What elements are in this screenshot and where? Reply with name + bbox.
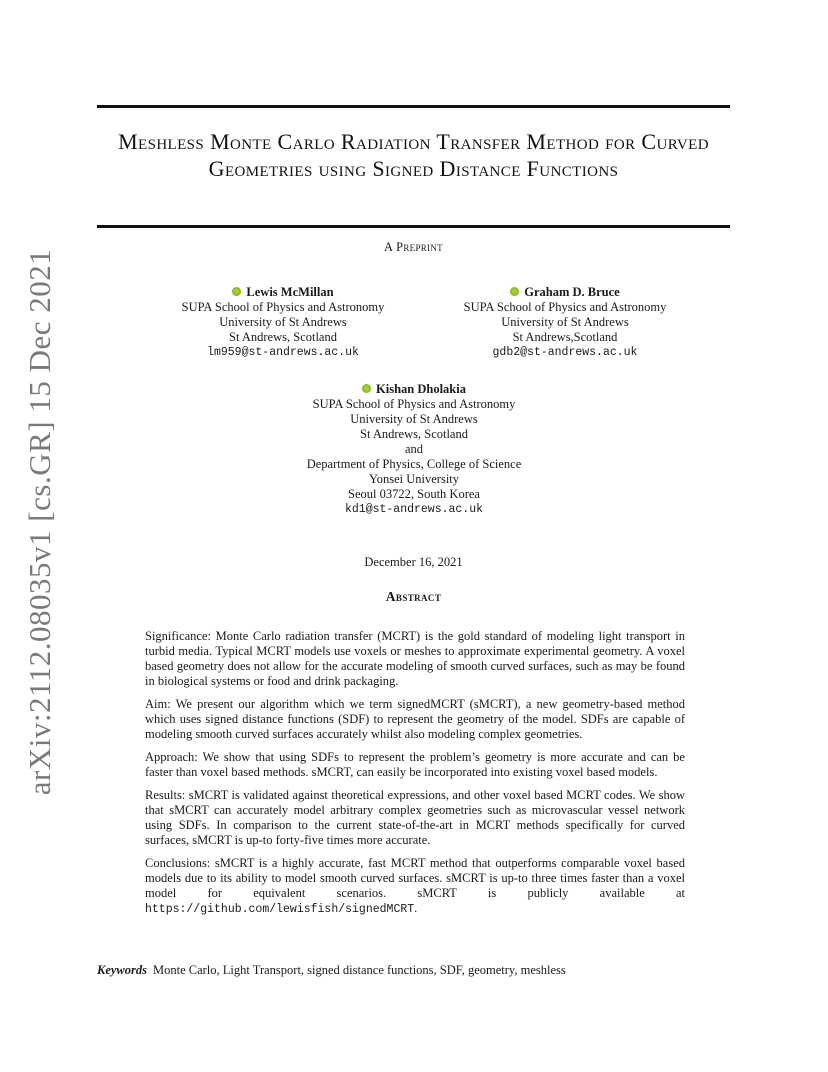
abstract-significance: Significance: Monte Carlo radiation transfer (MCRT) is the gold standard of modeling light transport in turbid media. Typical MCRT models use voxels or meshes to approximate experimental geometry. A voxel based geometry does not allow for the accurate modeling of smooth curved surfaces, such as may be found in biological systems or food and drink packaging. bbox=[145, 629, 685, 688]
author-block bbox=[270, 382, 558, 517]
author-email[interactable]: lm959@st-andrews.ac.uk bbox=[207, 346, 359, 359]
preprint-label: A Preprint bbox=[384, 240, 443, 254]
author-block bbox=[138, 285, 428, 360]
keywords bbox=[97, 963, 730, 978]
repository-link[interactable]: https://github.com/lewisfish/signedMCRT bbox=[145, 903, 415, 916]
orcid-icon[interactable] bbox=[510, 287, 519, 296]
affiliation-line: and bbox=[404, 442, 424, 456]
title-rule-bottom bbox=[97, 225, 730, 228]
affiliation-line: St Andrews, Scotland bbox=[229, 330, 337, 344]
affiliation-line: SUPA School of Physics and Astronomy bbox=[463, 300, 667, 314]
paper-title: Meshless Monte Carlo Radiation Transfer Method for Curved Geometries using Signed Distance Functions bbox=[118, 129, 709, 181]
arxiv-stamp bbox=[20, 248, 60, 796]
author-name: Kishan Dholakia bbox=[270, 382, 558, 397]
affiliation-line: SUPA School of Physics and Astronomy bbox=[312, 397, 516, 411]
author-block bbox=[415, 285, 715, 360]
abstract-approach: Approach: We show that using SDFs to represent the problem’s geometry is more accurate and can be faster than voxel based methods. sMCRT, can easily be incorporated into existing voxel based models. bbox=[145, 750, 685, 779]
paper-date: December 16, 2021 bbox=[364, 555, 463, 569]
keywords-list: Monte Carlo, Light Transport, signed distance functions, SDF, geometry, meshless bbox=[153, 963, 566, 977]
affiliation-line: Yonsei University bbox=[368, 472, 460, 486]
keywords-label: Keywords bbox=[97, 963, 147, 977]
affiliation-line: St Andrews,Scotland bbox=[512, 330, 618, 344]
abstract-aim: Aim: We present our algorithm which we term signedMCRT (sMCRT), a new geometry-based method which uses signed distance functions (SDF) to represent the geometry of the model. SDFs are capable of modeling smooth curved surfaces accurately whilst also modeling complex geometries. bbox=[145, 697, 685, 741]
affiliation-line: University of St Andrews bbox=[219, 315, 347, 329]
author-email[interactable]: gdb2@st-andrews.ac.uk bbox=[492, 346, 638, 359]
abstract-results: Results: sMCRT is validated against theoretical expressions, and other voxel based MCRT codes. We show that sMCRT can accurately model arbitrary complex geometries such as microvascular vessel network using SDFs. In comparison to the current state-of-the-art in MCRT methods specifically for curved surfaces, sMCRT is up-to forty-five times more accurate. bbox=[145, 788, 685, 847]
affiliation-line: University of St Andrews bbox=[350, 412, 478, 426]
orcid-icon[interactable] bbox=[362, 384, 371, 393]
affiliation-line: SUPA School of Physics and Astronomy bbox=[181, 300, 385, 314]
arxiv-identifier: arXiv:2112.08035v1 [cs.GR] 15 Dec 2021 bbox=[22, 248, 58, 796]
abstract-heading: Abstract bbox=[385, 589, 442, 604]
abstract-body bbox=[145, 629, 685, 925]
affiliation-line: Department of Physics, College of Science bbox=[306, 457, 522, 471]
orcid-icon[interactable] bbox=[232, 287, 241, 296]
author-name: Graham D. Bruce bbox=[415, 285, 715, 300]
abstract-conclusions: Conclusions: sMCRT is a highly accurate, fast MCRT method that outperforms comparable voxel based models due to its ability to model smooth curved surfaces. sMCRT is up-to three times faster than a voxel model for equivalent scenarios. sMCRT is publicly available at https://github.com/lewisfish/signedMCRT. bbox=[145, 856, 685, 916]
affiliation-line: St Andrews, Scotland bbox=[360, 427, 468, 441]
author-email[interactable]: kd1@st-andrews.ac.uk bbox=[344, 503, 484, 516]
affiliation-line: Seoul 03722, South Korea bbox=[348, 487, 480, 501]
author-name: Lewis McMillan bbox=[138, 285, 428, 300]
title-rule-top bbox=[97, 105, 730, 108]
affiliation-line: University of St Andrews bbox=[501, 315, 629, 329]
